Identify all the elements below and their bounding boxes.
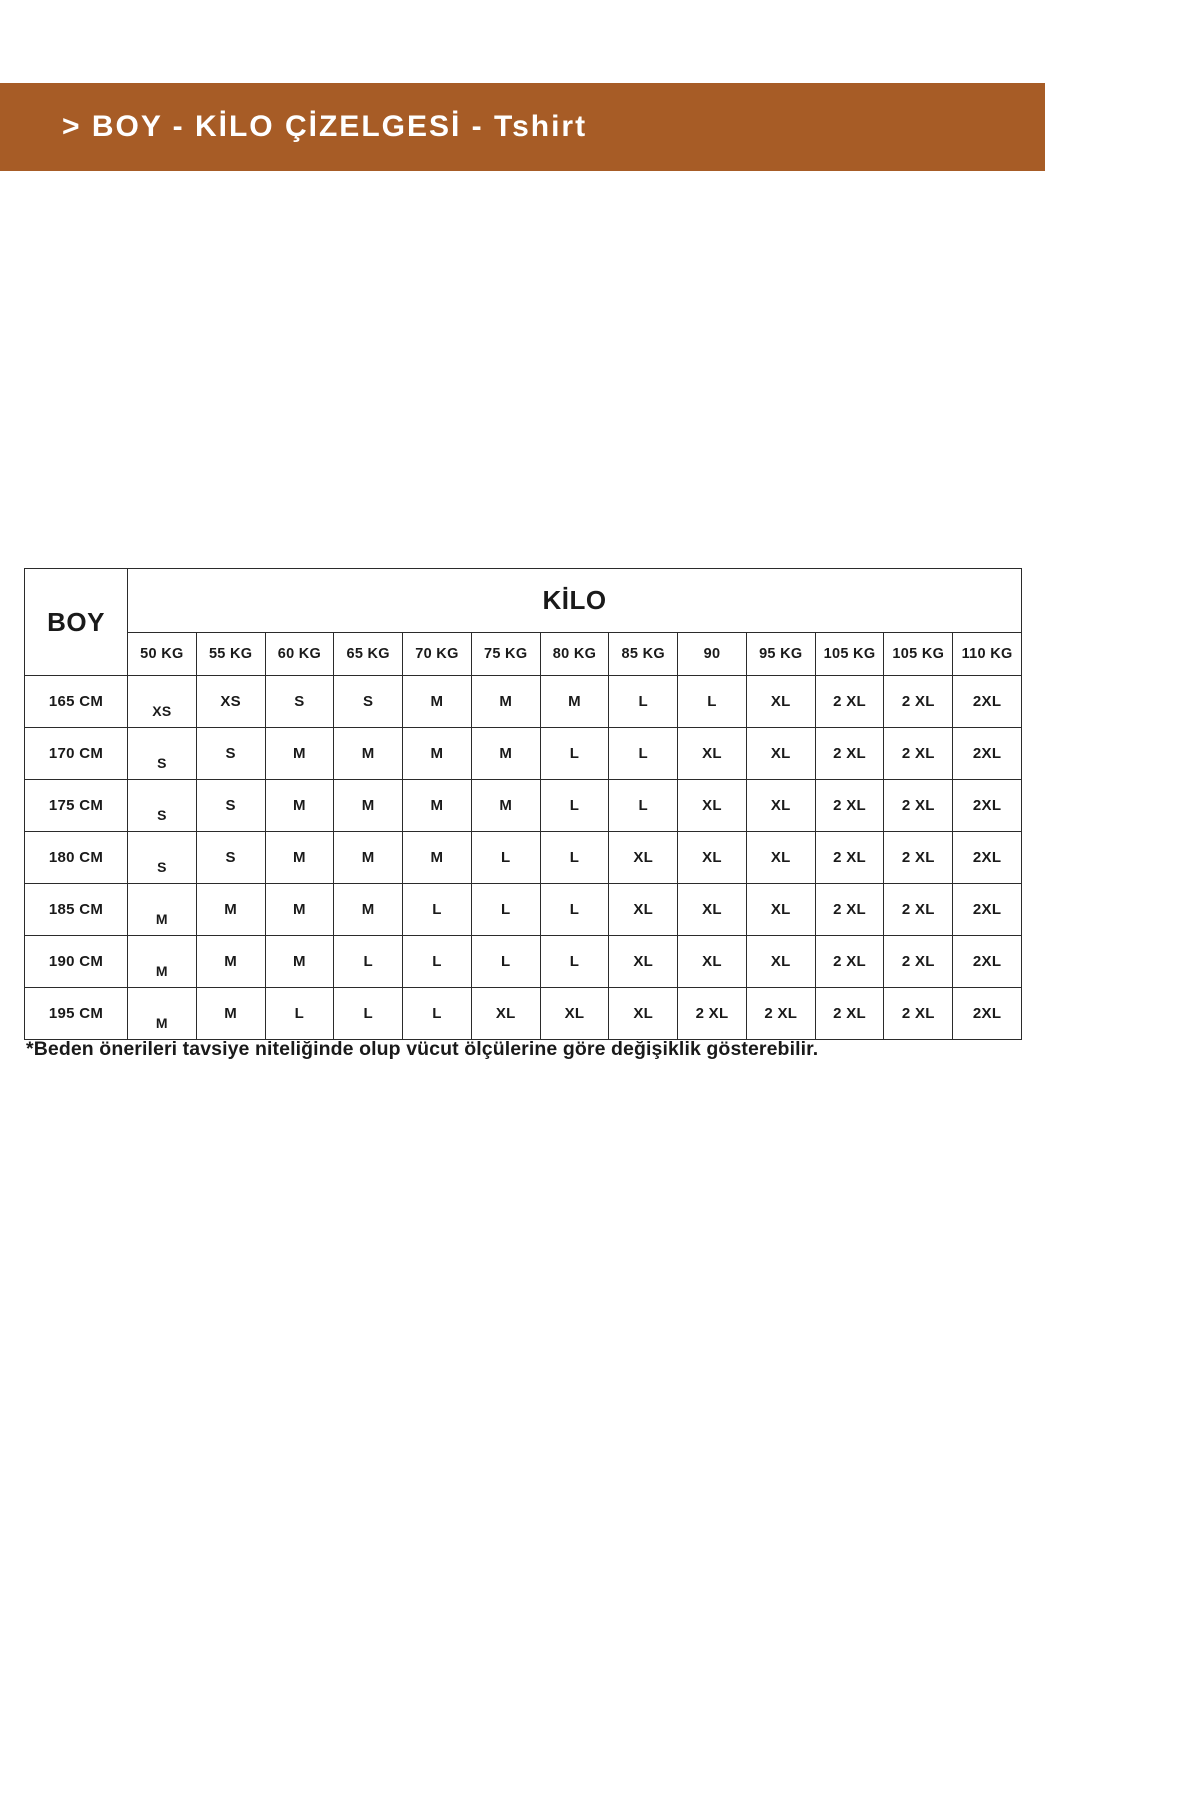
size-cell: L bbox=[334, 936, 403, 988]
size-cell: M bbox=[334, 832, 403, 884]
size-cell: L bbox=[403, 936, 472, 988]
size-cell: M bbox=[403, 728, 472, 780]
column-group-label: KİLO bbox=[128, 569, 1022, 633]
size-cell: XL bbox=[678, 728, 747, 780]
column-header: 50 KG bbox=[128, 632, 197, 675]
table-row bbox=[25, 780, 1022, 832]
size-cell: L bbox=[403, 884, 472, 936]
size-cell: L bbox=[609, 728, 678, 780]
column-header: 105 KG bbox=[884, 632, 953, 675]
size-cell: 2XL bbox=[953, 832, 1022, 884]
size-cell: S bbox=[196, 832, 265, 884]
size-cell: M bbox=[265, 780, 334, 832]
size-cell: XL bbox=[540, 988, 609, 1040]
size-cell: M bbox=[196, 936, 265, 988]
size-cell: XL bbox=[746, 780, 815, 832]
column-header: 105 KG bbox=[815, 632, 884, 675]
size-cell: 2 XL bbox=[815, 728, 884, 780]
table-row bbox=[25, 832, 1022, 884]
size-cell: L bbox=[609, 780, 678, 832]
size-cell: S bbox=[196, 780, 265, 832]
table-row bbox=[25, 728, 1022, 780]
size-cell: L bbox=[540, 728, 609, 780]
size-cell: M bbox=[128, 884, 197, 936]
size-cell: XL bbox=[609, 884, 678, 936]
column-header: 55 KG bbox=[196, 632, 265, 675]
size-cell: M bbox=[196, 988, 265, 1040]
row-header-height: 195 CM bbox=[25, 988, 128, 1040]
size-cell: L bbox=[540, 832, 609, 884]
column-header: 110 KG bbox=[953, 632, 1022, 675]
size-cell: M bbox=[128, 988, 197, 1040]
row-header-height: 190 CM bbox=[25, 936, 128, 988]
size-cell: 2 XL bbox=[815, 676, 884, 728]
size-cell: M bbox=[334, 780, 403, 832]
column-header: 80 KG bbox=[540, 632, 609, 675]
size-cell: XL bbox=[746, 676, 815, 728]
size-cell: 2 XL bbox=[884, 676, 953, 728]
page-title: > BOY - KİLO ÇİZELGESİ - Tshirt bbox=[62, 110, 588, 143]
size-cell: L bbox=[471, 936, 540, 988]
size-cell: L bbox=[334, 988, 403, 1040]
size-cell: L bbox=[471, 884, 540, 936]
row-header-height: 180 CM bbox=[25, 832, 128, 884]
size-cell: XL bbox=[609, 936, 678, 988]
header-banner bbox=[0, 83, 1045, 171]
size-cell: XL bbox=[678, 780, 747, 832]
size-cell: XL bbox=[746, 884, 815, 936]
size-cell: 2XL bbox=[953, 988, 1022, 1040]
row-header-label: BOY bbox=[25, 569, 128, 676]
column-header: 60 KG bbox=[265, 632, 334, 675]
size-cell: S bbox=[196, 728, 265, 780]
size-cell: XL bbox=[678, 884, 747, 936]
size-cell: L bbox=[678, 676, 747, 728]
column-header: 85 KG bbox=[609, 632, 678, 675]
size-cell: 2 XL bbox=[884, 988, 953, 1040]
size-cell: 2 XL bbox=[884, 832, 953, 884]
size-cell: 2XL bbox=[953, 728, 1022, 780]
size-cell: 2 XL bbox=[884, 884, 953, 936]
size-cell: XL bbox=[746, 936, 815, 988]
size-cell: M bbox=[265, 936, 334, 988]
row-header-height: 170 CM bbox=[25, 728, 128, 780]
size-cell: M bbox=[403, 832, 472, 884]
size-cell: M bbox=[334, 728, 403, 780]
size-cell: XS bbox=[196, 676, 265, 728]
size-cell: XL bbox=[471, 988, 540, 1040]
size-cell: M bbox=[540, 676, 609, 728]
size-cell: M bbox=[128, 936, 197, 988]
column-header: 75 KG bbox=[471, 632, 540, 675]
size-cell: 2 XL bbox=[884, 936, 953, 988]
size-cell: L bbox=[403, 988, 472, 1040]
size-cell: 2 XL bbox=[884, 728, 953, 780]
size-cell: XL bbox=[678, 832, 747, 884]
size-cell: S bbox=[265, 676, 334, 728]
size-cell: S bbox=[128, 728, 197, 780]
size-cell: M bbox=[265, 832, 334, 884]
column-header: 65 KG bbox=[334, 632, 403, 675]
size-cell: 2 XL bbox=[884, 780, 953, 832]
row-header-height: 185 CM bbox=[25, 884, 128, 936]
size-cell: XL bbox=[609, 988, 678, 1040]
size-table-container bbox=[24, 568, 1022, 1040]
size-cell: 2 XL bbox=[746, 988, 815, 1040]
footnote-text: *Beden önerileri tavsiye niteliğinde olup vücut ölçülerine göre değişiklik gösterebilir. bbox=[26, 1038, 819, 1060]
size-cell: 2 XL bbox=[815, 884, 884, 936]
size-cell: 2XL bbox=[953, 676, 1022, 728]
size-cell: M bbox=[265, 884, 334, 936]
size-cell: 2XL bbox=[953, 936, 1022, 988]
size-cell: 2XL bbox=[953, 780, 1022, 832]
size-cell: XL bbox=[609, 832, 678, 884]
size-cell: M bbox=[196, 884, 265, 936]
size-cell: L bbox=[265, 988, 334, 1040]
size-cell: L bbox=[540, 936, 609, 988]
row-header-height: 165 CM bbox=[25, 676, 128, 728]
size-cell: 2 XL bbox=[678, 988, 747, 1040]
size-cell: M bbox=[471, 780, 540, 832]
size-cell: XL bbox=[746, 728, 815, 780]
size-cell: M bbox=[471, 676, 540, 728]
size-cell: L bbox=[540, 884, 609, 936]
row-header-height: 175 CM bbox=[25, 780, 128, 832]
size-cell: L bbox=[540, 780, 609, 832]
table-header-row-group bbox=[25, 569, 1022, 633]
size-cell: L bbox=[609, 676, 678, 728]
table-row bbox=[25, 884, 1022, 936]
table-row bbox=[25, 988, 1022, 1040]
size-cell: 2 XL bbox=[815, 780, 884, 832]
table-row bbox=[25, 676, 1022, 728]
size-cell: S bbox=[128, 832, 197, 884]
size-cell: XS bbox=[128, 676, 197, 728]
size-cell: S bbox=[334, 676, 403, 728]
size-cell: 2 XL bbox=[815, 988, 884, 1040]
size-cell: XL bbox=[746, 832, 815, 884]
size-cell: M bbox=[265, 728, 334, 780]
size-cell: 2 XL bbox=[815, 936, 884, 988]
table-row bbox=[25, 936, 1022, 988]
size-cell: 2 XL bbox=[815, 832, 884, 884]
column-header: 70 KG bbox=[403, 632, 472, 675]
size-table bbox=[24, 568, 1022, 1040]
size-cell: M bbox=[403, 676, 472, 728]
table-header-row-columns bbox=[25, 632, 1022, 675]
size-cell: M bbox=[471, 728, 540, 780]
size-cell: S bbox=[128, 780, 197, 832]
size-cell: M bbox=[403, 780, 472, 832]
size-cell: M bbox=[334, 884, 403, 936]
column-header: 90 bbox=[678, 632, 747, 675]
column-header: 95 KG bbox=[746, 632, 815, 675]
size-cell: XL bbox=[678, 936, 747, 988]
size-cell: L bbox=[471, 832, 540, 884]
size-cell: 2XL bbox=[953, 884, 1022, 936]
